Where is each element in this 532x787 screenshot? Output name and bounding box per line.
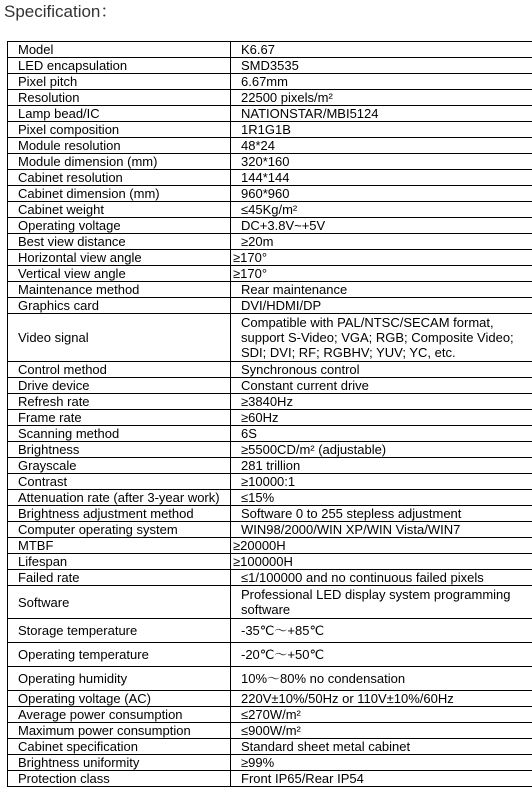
table-row [8,474,532,490]
spec-label: Pixel pitch [8,74,231,90]
spec-label: MTBF [8,538,231,554]
spec-value: ≤45Kg/m² [231,202,532,218]
spec-label: Brightness [8,442,231,458]
spec-value: Software 0 to 255 stepless adjustment [231,506,532,522]
spec-value: DC+3.8V~+5V [231,218,532,234]
table-row [8,314,532,362]
table-row [8,218,532,234]
table-row [8,691,532,707]
page-heading: Specification： [4,0,117,24]
spec-value: -20℃～+50℃ [231,643,532,667]
spec-value: 48*24 [231,138,532,154]
table-row [8,234,532,250]
table-row [8,58,532,74]
spec-value: ≥170° [231,266,532,282]
spec-value: ≥20m [231,234,532,250]
table-row [8,707,532,723]
spec-label: Drive device [8,378,231,394]
spec-label: Module dimension (mm) [8,154,231,170]
table-row [8,619,532,643]
table-row [8,266,532,282]
spec-label: Attenuation rate (after 3-year work) [8,490,231,506]
spec-label: Resolution [8,90,231,106]
spec-label: Scanning method [8,426,231,442]
table-row [8,667,532,691]
table-row [8,122,532,138]
spec-value: Rear maintenance [231,282,532,298]
spec-value: ≥10000:1 [231,474,532,490]
table-row [8,362,532,378]
spec-value: DVI/HDMI/DP [231,298,532,314]
spec-value: ≤900W/m² [231,723,532,739]
spec-value: Constant current drive [231,378,532,394]
spec-value: NATIONSTAR/MBI5124 [231,106,532,122]
spec-value: 10%～80% no condensation [231,667,532,691]
spec-value: ≥3840Hz [231,394,532,410]
spec-value: 1R1G1B [231,122,532,138]
spec-value: ≥60Hz [231,410,532,426]
table-row [8,282,532,298]
spec-value: SMD3535 [231,58,532,74]
table-row [8,458,532,474]
spec-label: Brightness uniformity [8,755,231,771]
spec-label: Lamp bead/IC [8,106,231,122]
spec-label: Refresh rate [8,394,231,410]
spec-label: Failed rate [8,570,231,586]
spec-value: ≥100000H [231,554,532,570]
spec-label: Video signal [8,314,231,362]
spec-value: 281 trillion [231,458,532,474]
spec-label: Lifespan [8,554,231,570]
spec-value: Compatible with PAL/NTSC/SECAM format, support S-Video; VGA; RGB; Composite Video; SDI; DVI; RF; RGBHV; YUV; YC, etc. [231,314,532,362]
spec-value: 320*160 [231,154,532,170]
spec-label: Control method [8,362,231,378]
spec-label: Horizontal view angle [8,250,231,266]
spec-label: Computer operating system [8,522,231,538]
table-row [8,586,532,619]
spec-label: Operating temperature [8,643,231,667]
spec-label: Graphics card [8,298,231,314]
spec-label: Cabinet specification [8,739,231,755]
spec-label: Software [8,586,231,619]
spec-label: Average power consumption [8,707,231,723]
table-row [8,522,532,538]
spec-value: ≥170° [231,250,532,266]
table-row [8,506,532,522]
table-row [8,771,532,787]
spec-value: Standard sheet metal cabinet [231,739,532,755]
table-row [8,394,532,410]
spec-label: Best view distance [8,234,231,250]
spec-value: ≥5500CD/m² (adjustable) [231,442,532,458]
table-row [8,250,532,266]
table-row [8,378,532,394]
spec-value: ≤1/100000 and no continuous failed pixels [231,570,532,586]
spec-label: Brightness adjustment method [8,506,231,522]
spec-label: Operating voltage [8,218,231,234]
table-row [8,426,532,442]
spec-label: Maintenance method [8,282,231,298]
spec-label: Grayscale [8,458,231,474]
table-row [8,554,532,570]
table-row [8,154,532,170]
table-row [8,643,532,667]
spec-value: 960*960 [231,186,532,202]
table-row [8,570,532,586]
table-row [8,186,532,202]
spec-value: 220V±10%/50Hz or 110V±10%/60Hz [231,691,532,707]
spec-label: Maximum power consumption [8,723,231,739]
table-row [8,298,532,314]
spec-value: WIN98/2000/WIN XP/WIN Vista/WIN7 [231,522,532,538]
spec-label: Operating voltage (AC) [8,691,231,707]
table-row [8,106,532,122]
spec-value: 144*144 [231,170,532,186]
spec-label: Cabinet dimension (mm) [8,186,231,202]
table-row [8,170,532,186]
spec-value: Synchronous control [231,362,532,378]
spec-value: 6.67mm [231,74,532,90]
spec-value: ≤15% [231,490,532,506]
table-row [8,42,532,58]
table-row [8,74,532,90]
spec-value: Professional LED display system programming software [231,586,532,619]
spec-value: ≥99% [231,755,532,771]
table-row [8,755,532,771]
spec-label: Protection class [8,771,231,787]
table-row [8,538,532,554]
spec-label: Storage temperature [8,619,231,643]
table-row [8,442,532,458]
spec-label: Cabinet resolution [8,170,231,186]
spec-label: Model [8,42,231,58]
table-row [8,410,532,426]
table-row [8,723,532,739]
spec-label: LED encapsulation [8,58,231,74]
table-row [8,90,532,106]
table-row [8,202,532,218]
spec-value: 6S [231,426,532,442]
spec-label: Vertical view angle [8,266,231,282]
spec-value: K6.67 [231,42,532,58]
table-row [8,490,532,506]
spec-label: Module resolution [8,138,231,154]
spec-label: Frame rate [8,410,231,426]
spec-label: Cabinet weight [8,202,231,218]
spec-value: ≥20000H [231,538,532,554]
spec-value: -35℃～+85℃ [231,619,532,643]
spec-label: Contrast [8,474,231,490]
table-row [8,739,532,755]
spec-value: 22500 pixels/m² [231,90,532,106]
table-row [8,138,532,154]
spec-value: Front IP65/Rear IP54 [231,771,532,787]
specification-table [7,41,532,787]
spec-value: ≤270W/m² [231,707,532,723]
spec-label: Pixel composition [8,122,231,138]
spec-label: Operating humidity [8,667,231,691]
